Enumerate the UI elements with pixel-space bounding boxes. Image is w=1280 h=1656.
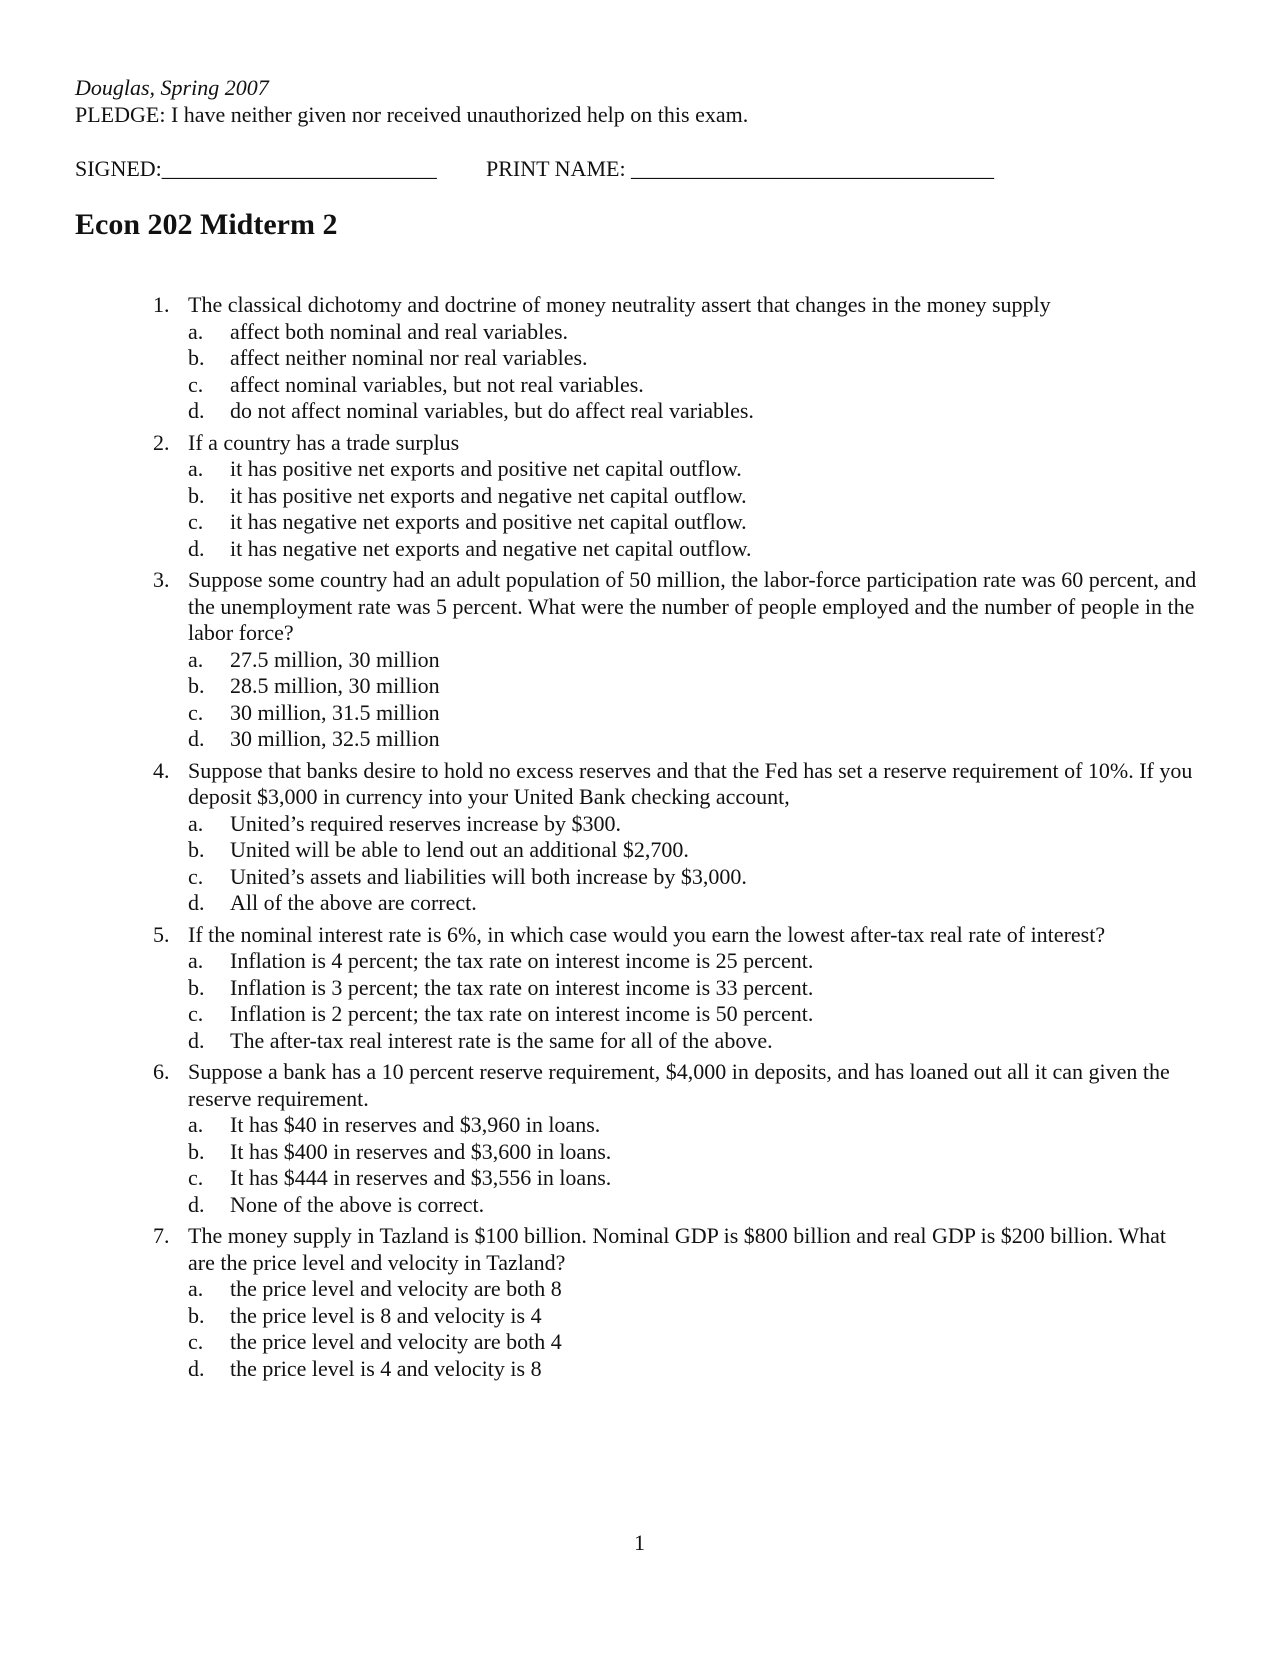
option-letter: a.	[188, 1112, 204, 1137]
answer-option	[0, 536, 1280, 563]
question	[0, 1059, 1280, 1218]
answer-option	[0, 1356, 1280, 1383]
option-letter: b.	[188, 837, 205, 862]
option-text: None of the above is correct.	[230, 1191, 485, 1217]
option-text: Inflation is 2 percent; the tax rate on interest income is 50 percent.	[230, 1001, 814, 1026]
answer-option	[0, 1303, 1280, 1330]
answer-option	[0, 1276, 1280, 1303]
question-list	[0, 292, 1280, 1387]
answer-option	[0, 345, 1280, 372]
option-letter: d.	[188, 398, 205, 423]
option-letter: b.	[188, 1138, 205, 1164]
question-text: The money supply in Tazland is $100 billion. Nominal GDP is $800 billion and real GDP is $200 billion. What are the price level and velocity in Tazland?	[188, 1223, 1167, 1275]
question-text: If a country has a trade surplus	[188, 429, 460, 455]
option-letter: b.	[188, 974, 205, 1000]
option-letter: c.	[188, 699, 204, 725]
option-text: affect nominal variables, but not real variables.	[230, 371, 644, 397]
answer-option	[0, 948, 1280, 975]
option-letter: c.	[188, 863, 204, 889]
course-term: Douglas, Spring 2007	[75, 75, 269, 100]
answer-option	[0, 1329, 1280, 1356]
option-text: Inflation is 4 percent; the tax rate on interest income is 25 percent.	[230, 948, 814, 973]
option-letter: a.	[188, 948, 204, 973]
question-text: Suppose some country had an adult population of 50 million, the labor-force participation rate was 60 percent, and the unemployment rate was 5 percent. What were the number of people employed and the number of people in the labor force?	[188, 567, 1197, 645]
option-text: affect both nominal and real variables.	[230, 318, 569, 344]
honor-pledge: PLEDGE: I have neither given nor received unauthorized help on this exam.	[75, 102, 749, 127]
question-number: 3.	[153, 567, 170, 592]
answer-option	[0, 1165, 1280, 1192]
answer-option	[0, 700, 1280, 727]
answer-option	[0, 726, 1280, 753]
answer-option	[0, 509, 1280, 536]
question	[0, 758, 1280, 917]
option-text: it has positive net exports and positive net capital outflow.	[230, 456, 742, 481]
answer-option	[0, 837, 1280, 864]
option-text: United’s required reserves increase by $300.	[230, 810, 621, 836]
question	[0, 567, 1280, 753]
option-letter: c.	[188, 1165, 204, 1190]
option-text: it has negative net exports and positive net capital outflow.	[230, 509, 747, 534]
answer-option	[0, 975, 1280, 1002]
option-text: the price level is 8 and velocity is 4	[230, 1302, 542, 1328]
option-letter: b.	[188, 673, 205, 698]
answer-option	[0, 1192, 1280, 1219]
answer-option	[0, 319, 1280, 346]
answer-option	[0, 372, 1280, 399]
option-letter: a.	[188, 456, 204, 481]
option-text: It has $40 in reserves and $3,960 in loans.	[230, 1112, 601, 1137]
question	[0, 1223, 1280, 1382]
option-text: it has positive net exports and negative net capital outflow.	[230, 482, 747, 508]
option-letter: a.	[188, 318, 204, 344]
option-text: 27.5 million, 30 million	[230, 646, 440, 672]
option-text: the price level and velocity are both 8	[230, 1276, 562, 1301]
option-letter: d.	[188, 1027, 205, 1053]
option-text: the price level and velocity are both 4	[230, 1329, 562, 1354]
question-number: 6.	[153, 1059, 170, 1084]
signature-line: SIGNED:_________________________	[75, 156, 437, 181]
question-number: 7.	[153, 1223, 170, 1248]
option-text: 28.5 million, 30 million	[230, 673, 440, 698]
option-text: 30 million, 31.5 million	[230, 699, 440, 725]
option-letter: b.	[188, 482, 205, 508]
option-letter: b.	[188, 1302, 205, 1328]
question	[0, 430, 1280, 563]
option-letter: a.	[188, 646, 204, 672]
option-letter: c.	[188, 1329, 204, 1354]
answer-option	[0, 1001, 1280, 1028]
answer-option	[0, 1139, 1280, 1166]
option-text: All of the above are correct.	[230, 890, 477, 915]
question-text: Suppose a bank has a 10 percent reserve requirement, $4,000 in deposits, and has loaned out all it can given the reserve requirement.	[188, 1059, 1170, 1111]
option-text: Inflation is 3 percent; the tax rate on interest income is 33 percent.	[230, 974, 814, 1000]
option-letter: d.	[188, 890, 205, 915]
option-letter: b.	[188, 345, 205, 370]
question-text: If the nominal interest rate is 6%, in which case would you earn the lowest after-tax real rate of interest?	[188, 921, 1106, 947]
option-letter: d.	[188, 726, 205, 751]
option-letter: c.	[188, 1001, 204, 1026]
option-text: United will be able to lend out an additional $2,700.	[230, 837, 689, 862]
option-text: the price level is 4 and velocity is 8	[230, 1355, 542, 1381]
answer-option	[0, 456, 1280, 483]
answer-option	[0, 647, 1280, 674]
question-number: 2.	[153, 429, 170, 455]
option-letter: a.	[188, 810, 204, 836]
option-letter: c.	[188, 371, 204, 397]
option-text: It has $400 in reserves and $3,600 in loans.	[230, 1138, 612, 1164]
question	[0, 292, 1280, 425]
answer-option	[0, 811, 1280, 838]
print-name-line: PRINT NAME: _________________________________	[486, 156, 995, 181]
option-text: The after-tax real interest rate is the same for all of the above.	[230, 1027, 773, 1053]
option-text: It has $444 in reserves and $3,556 in loans.	[230, 1165, 612, 1190]
option-letter: d.	[188, 1191, 205, 1217]
option-letter: a.	[188, 1276, 204, 1301]
answer-option	[0, 673, 1280, 700]
question-text: Suppose that banks desire to hold no excess reserves and that the Fed has set a reserve requirement of 10%. If you deposit $3,000 in currency into your United Bank checking account,	[188, 757, 1193, 809]
answer-option	[0, 398, 1280, 425]
option-text: do not affect nominal variables, but do affect real variables.	[230, 398, 754, 423]
question-number: 5.	[153, 921, 170, 947]
option-text: affect neither nominal nor real variables.	[230, 345, 588, 370]
question-number: 1.	[153, 292, 170, 317]
answer-option	[0, 1112, 1280, 1139]
question	[0, 922, 1280, 1055]
answer-option	[0, 890, 1280, 917]
option-text: United’s assets and liabilities will both increase by $3,000.	[230, 863, 747, 889]
option-letter: d.	[188, 535, 205, 561]
option-letter: d.	[188, 1355, 205, 1381]
option-text: it has negative net exports and negative net capital outflow.	[230, 535, 752, 561]
answer-option	[0, 864, 1280, 891]
option-text: 30 million, 32.5 million	[230, 726, 440, 751]
exam-title: Econ 202 Midterm 2	[75, 208, 338, 241]
option-letter: c.	[188, 509, 204, 534]
question-text: The classical dichotomy and doctrine of money neutrality assert that changes in the money supply	[188, 292, 1051, 317]
page-number: 1	[634, 1530, 645, 1555]
answer-option	[0, 483, 1280, 510]
answer-option	[0, 1028, 1280, 1055]
question-number: 4.	[153, 757, 170, 783]
